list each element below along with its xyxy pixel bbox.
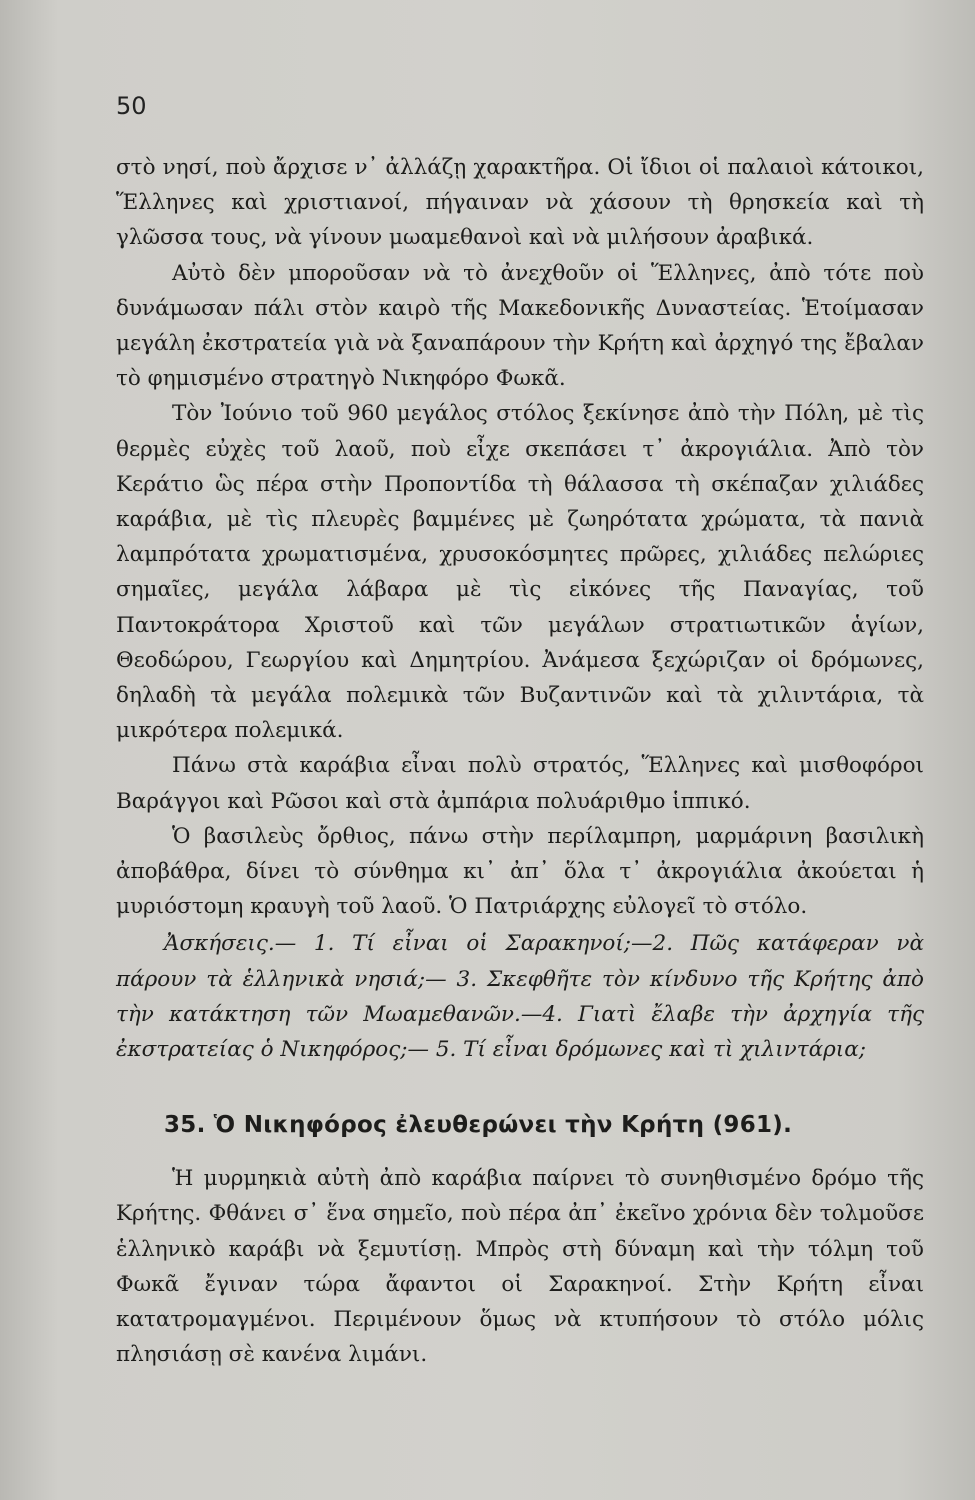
paragraph-1: στὸ νησί, ποὺ ἄρχισε ν᾿ ἀλλάζῃ χαρακτῆρα. Οἱ ἴδιοι οἱ παλαιοὶ κάτοικοι, Ἕλληνες καὶ χριστιανοί, πήγαιναν νὰ χάσουν τὴ θρησκεία καὶ τὴ γλῶσσα τους, νὰ γίνουν μωαμεθανοὶ καὶ νὰ μιλήσουν ἀραβικά.: [116, 155, 924, 251]
paragraph-4: Πάνω στὰ καράβια εἶναι πολὺ στρατός, Ἕλληνες καὶ μισθοφόροι Βαράγγοι καὶ Ρῶσοι καὶ στὰ ἀμπάρια πολυάριθμο ἱππικό.: [116, 753, 924, 814]
paragraph-5: Ὁ βασιλεὺς ὄρθιος, πάνω στὴν περίλαμπρη, μαρμάρινη βασιλικὴ ἀποβάθρα, δίνει τὸ σύνθημα κι᾿ ἀπ᾿ ὅλα τ᾿ ἀκρογιάλια ἀκούεται ἡ μυριόστομη κραυγὴ τοῦ λαοῦ. Ὁ Πατριάρχης εὐλογεῖ τὸ στόλο.: [116, 823, 924, 920]
section-number: 35.: [164, 1112, 206, 1139]
page-body: [116, 150, 924, 1373]
paragraph-2: Αὐτὸ δὲν μποροῦσαν νὰ τὸ ἀνεχθοῦν οἱ Ἕλληνες, ἀπὸ τότε ποὺ δυνάμωσαν πάλι στὸν καιρὸ τῆς Μακεδονικῆς Δυναστείας. Ἑτοίμασαν μεγάλη ἐκστρατεία γιὰ νὰ ξαναπάρουν τὴν Κρήτη καὶ ἀρχηγό της ἔβαλαν τὸ φημισμένο στρατηγὸ Νικηφόρο Φωκᾶ.: [116, 260, 924, 392]
paragraph-3: Τὸν Ἰούνιο τοῦ 960 μεγάλος στόλος ξεκίνησε ἀπὸ τὴν Πόλη, μὲ τὶς θερμὲς εὐχὲς τοῦ λαοῦ, ποὺ εἶχε σκεπάσει τ᾿ ἀκρογιάλια. Ἀπὸ τὸν Κεράτιο ὣς πέρα στὴν Προποντίδα τὴ θάλασσα τὴ σκέπαζαν χιλιάδες καράβια, μὲ τὶς πλευρὲς βαμμένες μὲ ζωηρότατα χρώματα, τὰ πανιὰ λαμπρότατα χρωματισμένα, χρυσοκόσμητες πρῶρες, χιλιάδες πελώριες σημαῖες, μεγάλα λάβαρα μὲ τὶς εἰκόνες τῆς Παναγίας, τοῦ Παντοκράτορα Χριστοῦ καὶ τῶν μεγάλων στρατιωτικῶν ἁγίων, Θεοδώρου, Γεωργίου καὶ Δημητρίου. Ἀνάμεσα ξεχώριζαν οἱ δρόμωνες, δηλαδὴ τὰ μεγάλα πολεμικὰ τῶν Βυζαντινῶν καὶ τὰ χιλιντάρια, τὰ μικρότερα πολεμικά.: [116, 401, 924, 744]
exercises: Ἀσκήσεις.— 1. Τί εἶναι οἱ Σαρακηνοί;—2. Πῶς κατάφεραν νὰ πάρουν τὰ ἑλληνικὰ νησιά;— 3. Σκεφθῆτε τὸν κίνδυνο τῆς Κρήτης ἀπὸ τὴν κατάκτηση τῶν Μωαμεθανῶν.—4. Γιατὶ ἔλαβε τὴν ἀρχηγία τῆς ἐκστρατείας ὁ Νικηφόρος;— 5. Τί εἶναι δρόμωνες καὶ τὶ χιλιντάρια;: [116, 931, 924, 1063]
page-number: 50: [116, 92, 147, 120]
section-paragraph: Ἡ μυρμηκιὰ αὐτὴ ἀπὸ καράβια παίρνει τὸ συνηθισμένο δρόμο τῆς Κρήτης. Φθάνει σ᾿ ἕνα σημεῖο, ποὺ πέρα ἀπ᾿ ἐκεῖνο χρόνια δὲν τολμοῦσε ἑλληνικὸ καράβι νὰ ξεμυτίσῃ. Μπρὸς στὴ δύναμη καὶ τὴν τόλμη τοῦ Φωκᾶ ἔγιναν τώρα ἄφαντοι οἱ Σαρακηνοί. Στὴν Κρήτη εἶναι κατατρομαγμένοι. Περιμένουν ὅμως νὰ κτυπήσουν τὸ στόλο μόλις πλησιάσῃ σὲ κανένα λιμάνι.: [116, 1166, 924, 1368]
section-title: Ὁ Νικηφόρος ἐλευθερώνει τὴν Κρήτη (961).: [213, 1112, 793, 1139]
section-heading: [164, 1109, 924, 1141]
